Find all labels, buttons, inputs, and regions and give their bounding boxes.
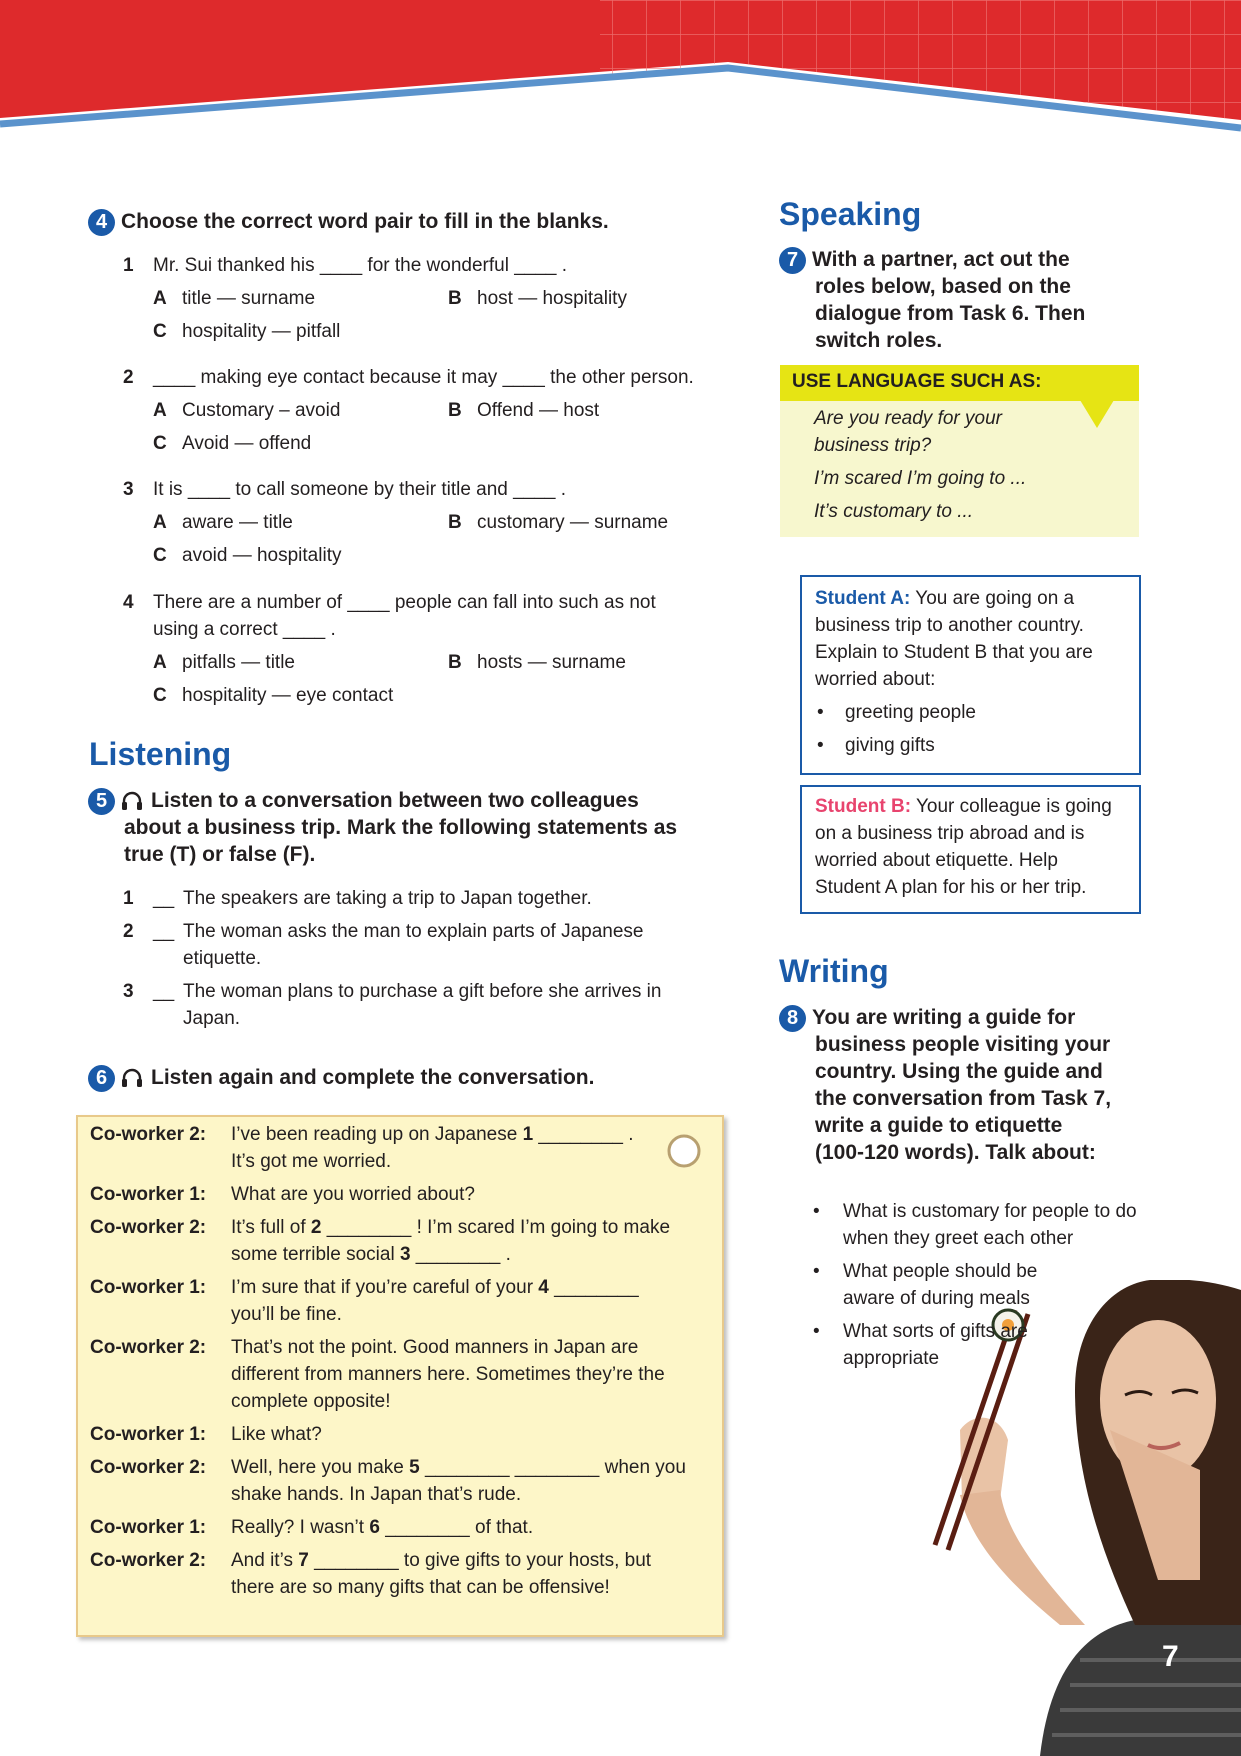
question-text: Mr. Sui thanked his ____ for the wonderful ____ . <box>153 255 568 276</box>
option-c: C avoid — hospitality <box>153 545 342 566</box>
task-5-instruction-line-3: true (T) or false (F). <box>124 843 316 866</box>
callout-pointer <box>1080 400 1114 428</box>
question-text: It is ____ to call someone by their title and ____ . <box>153 479 566 500</box>
option-b: B customary — surname <box>448 512 669 533</box>
student-a-card: Student A: You are going on a business trip to another country. Explain to Student B that you are worried about: • greeting people • giving gifts <box>800 575 1141 775</box>
task-6-instruction: Listen again and complete the conversation. <box>151 1066 595 1089</box>
answer-blank[interactable]: ________ ________ when you <box>419 1457 686 1478</box>
task-4-heading <box>88 208 708 236</box>
task-number-badge: 7 <box>779 247 806 274</box>
option-b: B host — hospitality <box>448 288 627 309</box>
option-c: C Avoid — offend <box>153 433 312 454</box>
statement-text-cont: etiquette. <box>183 948 262 969</box>
conversation-box: Co-worker 2: I’ve been reading up on Japanese 1 ________ . It’s got me worried. Co-worker 1: What are you worried about? Co-worker 2: It’s full of 2 ________ ! I’m scared I’m going to make some terrible social 3 ________ . Co-worker 1: I’m sure that if you’re careful of your 4 ________ you’ll be fine. Co-worker 2: That’s not the point. Good manners in Japan are different from manners here. Sometimes they’re the complete opposite! Co-worker 1: Like what? Co-worker 2: Well, here you make 5 ________ ________ when you shake hands. In Japan that’s rude. Co-worker 1: Really? I wasn’t 6 ________ of that. Co-worker 2: And it’s 7 ________ to give gifts to your hosts, but there are so many gifts that can be offensive! <box>76 1115 724 1637</box>
task-7-heading <box>779 246 1139 274</box>
task-7-instruction-line-2: roles below, based on the <box>815 275 1071 298</box>
task-5-heading <box>88 787 728 815</box>
phrase-2: I’m scared I’m going to ... <box>814 468 1027 489</box>
blank-number: 5 <box>409 1457 420 1478</box>
task-number-badge: 6 <box>88 1065 115 1092</box>
blank-number: 7 <box>298 1550 309 1571</box>
option-a: A title — surname <box>153 288 316 309</box>
task-8-instruction-line-3: country. Using the guide and <box>815 1060 1103 1083</box>
answer-blank[interactable]: ________ of that. <box>379 1517 534 1538</box>
option-b: B hosts — surname <box>448 652 626 673</box>
option-a: A pitfalls — title <box>153 652 295 673</box>
task-8-instruction-line-4: the conversation from Task 7, <box>815 1087 1112 1110</box>
answer-blank[interactable]: ________ . <box>533 1124 634 1145</box>
answer-blank[interactable]: ________ . <box>410 1244 511 1265</box>
question-number: 3 <box>123 479 134 500</box>
question-number: 1 <box>123 255 134 276</box>
student-b-label: Student B: <box>815 796 912 817</box>
statement-number: 1 <box>123 888 134 909</box>
task-8-instruction-line-5: write a guide to etiquette <box>815 1114 1063 1137</box>
writing-title: Writing <box>779 953 889 989</box>
task-6-heading <box>88 1064 728 1092</box>
task-4-instruction: Choose the correct word pair to fill in the blanks. <box>121 210 609 233</box>
option-b: B Offend — host <box>448 400 600 421</box>
task-number-badge: 8 <box>779 1005 806 1032</box>
task-8-heading <box>779 1004 1159 1032</box>
use-language-box <box>780 365 1139 537</box>
question-text-cont: using a correct ____ . <box>153 619 336 640</box>
option-a: A Customary – avoid <box>153 400 341 421</box>
answer-blank[interactable]: __ <box>153 981 175 1002</box>
question-number: 2 <box>123 367 134 388</box>
statement-text: The woman asks the man to explain parts of Japanese <box>183 921 644 942</box>
listening-title: Listening <box>89 736 232 772</box>
speaking-title: Speaking <box>779 196 922 232</box>
question-text: There are a number of ____ people can fall into such as not <box>153 592 656 613</box>
option-a: A aware — title <box>153 512 293 533</box>
blank-number: 6 <box>369 1517 380 1538</box>
answer-blank[interactable]: ________ to give gifts to your hosts, but <box>308 1550 652 1571</box>
headphones-icon <box>121 791 143 811</box>
task-8-instruction-line-6: (100-120 words). Talk about: <box>815 1141 1096 1164</box>
task-5-instruction-line-2: about a business trip. Mark the following statements as <box>124 816 678 839</box>
blank-number: 2 <box>310 1217 322 1238</box>
task-number-badge: 5 <box>88 788 115 815</box>
answer-blank[interactable]: ________ ! I’m scared I’m going to make <box>321 1217 671 1238</box>
statement-number: 3 <box>123 981 134 1002</box>
task-7-instruction-line-4: switch roles. <box>815 329 943 352</box>
task-number-badge: 4 <box>88 209 115 236</box>
answer-blank[interactable]: __ <box>153 921 175 942</box>
header-banner <box>0 0 1241 140</box>
task-8-instruction-line-2: business people visiting your <box>815 1033 1111 1056</box>
phrase-3: It’s customary to ... <box>814 501 974 522</box>
page-number: 7 <box>1162 1640 1179 1673</box>
phrase-1: Are you ready for your business trip? <box>814 408 1002 456</box>
question-number: 4 <box>123 592 134 613</box>
statement-text: The speakers are taking a trip to Japan together. <box>183 888 592 909</box>
blank-number: 3 <box>399 1244 411 1265</box>
task-7-instruction-line-1: With a partner, act out the <box>812 248 1070 271</box>
blank-number: 4 <box>538 1277 549 1298</box>
use-language-header: USE LANGUAGE SUCH AS: <box>780 365 1139 401</box>
answer-blank[interactable]: ________ <box>548 1277 639 1298</box>
student-a-label: Student A: <box>815 588 911 609</box>
option-c: C hospitality — pitfall <box>153 321 341 342</box>
statement-text: The woman plans to purchase a gift before she arrives in <box>183 981 662 1002</box>
task-7-instruction-line-3: dialogue from Task 6. Then <box>815 302 1086 325</box>
task-5-instruction-line-1: Listen to a conversation between two colleagues <box>151 789 639 812</box>
question-text: ____ making eye contact because it may ____ the other person. <box>153 367 694 388</box>
answer-blank[interactable]: __ <box>153 888 175 909</box>
option-c: C hospitality — eye contact <box>153 685 394 706</box>
statement-text-cont: Japan. <box>183 1008 241 1029</box>
task-8-instruction-line-1: You are writing a guide for <box>812 1006 1076 1029</box>
student-b-card: Student B: Your colleague is going on a business trip abroad and is worried about etiquette. Help Student A plan for his or her trip. <box>800 785 1141 914</box>
blank-number: 1 <box>522 1124 534 1145</box>
headphones-icon <box>121 1068 143 1088</box>
statement-number: 2 <box>123 921 134 942</box>
